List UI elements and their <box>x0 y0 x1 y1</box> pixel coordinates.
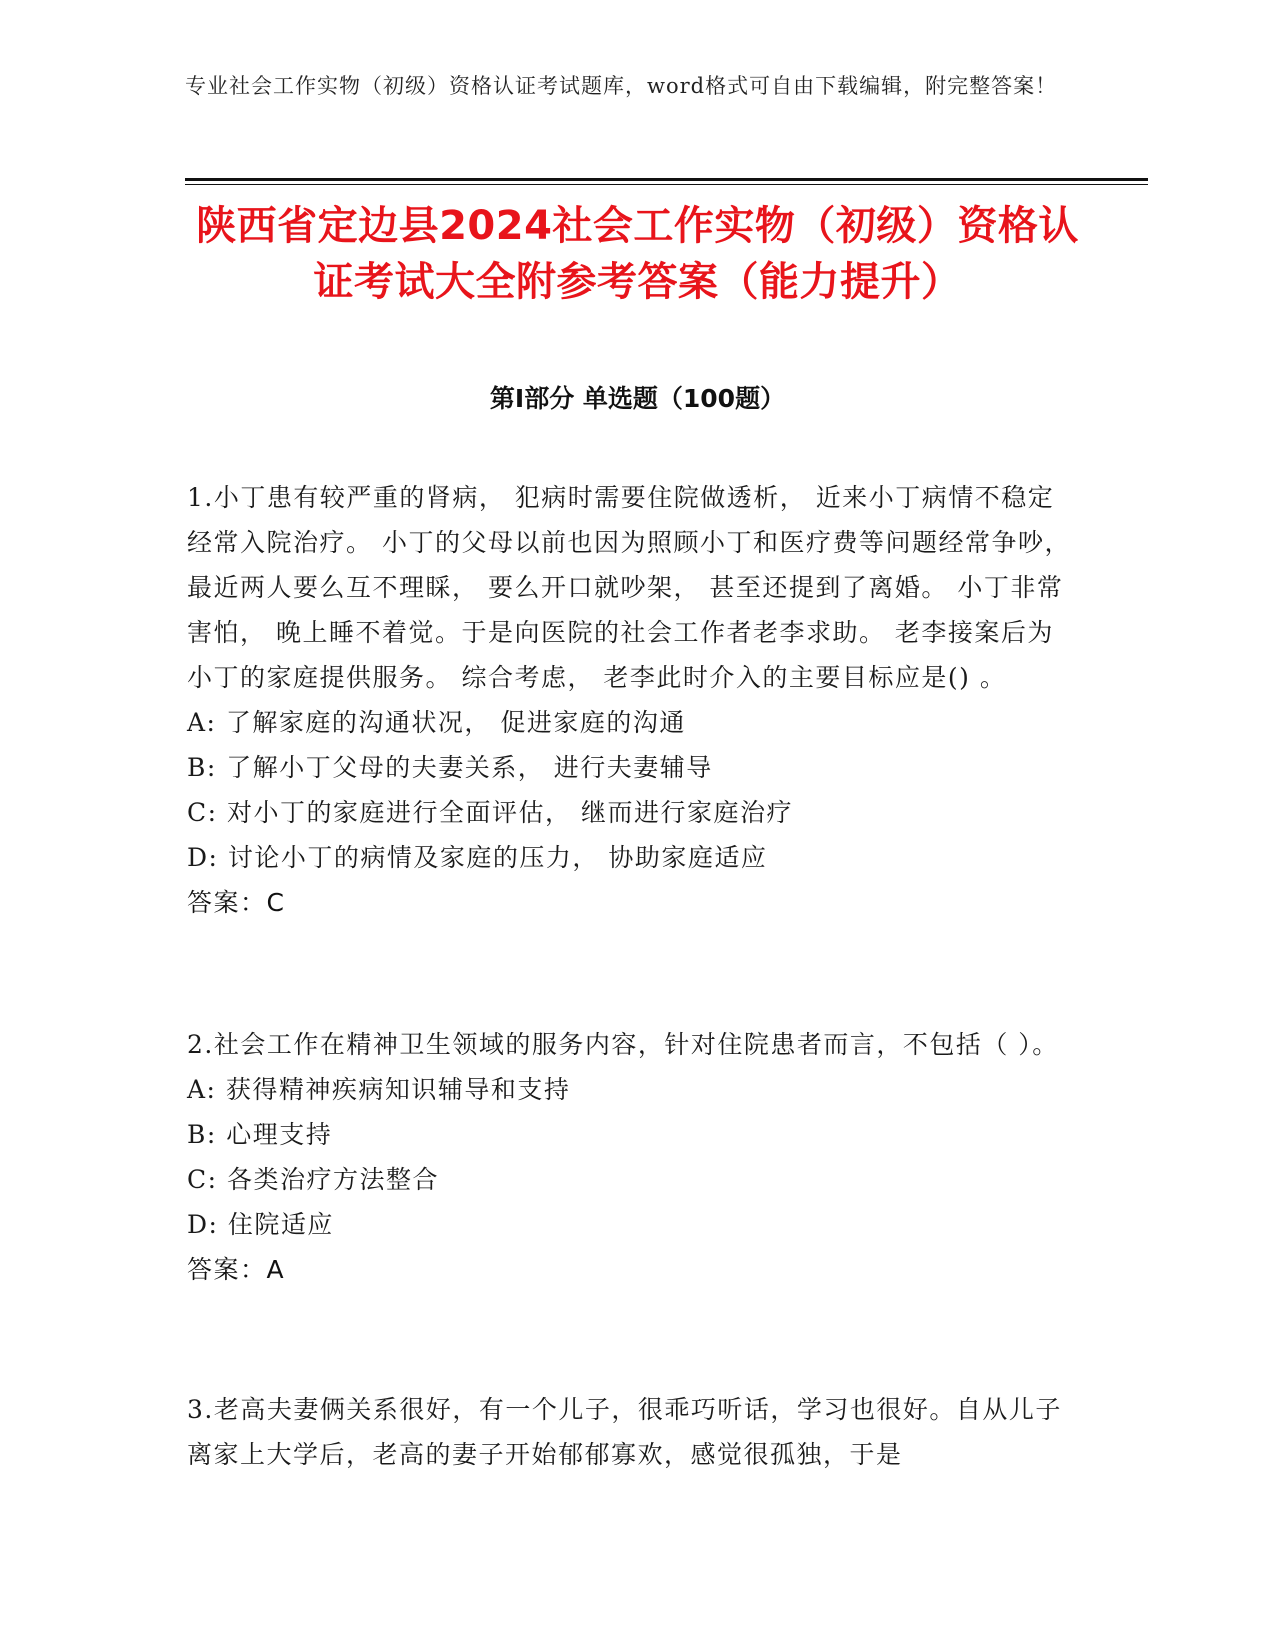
header-note: 专业社会工作实物（初级）资格认证考试题库，word格式可自由下载编辑，附完整答案！ <box>185 74 1058 98</box>
question-stem: 2.社会工作在精神卫生领域的服务内容，针对住院患者而言，不包括（ ）。 <box>187 1030 1059 1059</box>
question-3 <box>187 1387 1072 1477</box>
header-rule-thick <box>185 178 1148 181</box>
answer: 答案：A <box>187 1255 286 1284</box>
option-d: D: 住院适应 <box>187 1210 334 1239</box>
option-c: C: 各类治疗方法整合 <box>187 1165 439 1194</box>
option-c: C: 对小丁的家庭进行全面评估， 继而进行家庭治疗 <box>187 798 793 827</box>
option-a: A: 获得精神疾病知识辅导和支持 <box>187 1075 571 1104</box>
answer: 答案：C <box>187 888 286 917</box>
question-stem: 1.小丁患有较严重的肾病， 犯病时需要住院做透析， 近来小丁病情不稳定经常入院治疗。 小丁的父母以前也因为照顾小丁和医疗费等问题经常争吵， 最近两人要么互不理睬， 要么开口就吵架， 甚至还提到了离婚。 小丁非常害怕， 晚上睡不着觉。于是向医院的社会工作者老李求助。 老李接案后为小丁的家庭提供服务。 综合考虑， 老李此时介入的主要目标应是() 。 <box>187 483 1071 692</box>
section-heading: 第Ⅰ部分 单选题（100题） <box>489 384 786 413</box>
document-title: 陕西省定边县2024社会工作实物（初级）资格认证考试大全附参考答案（能力提升） <box>196 203 1079 305</box>
question-stem: 3.老高夫妻俩关系很好，有一个儿子，很乖巧听话，学习也很好。自从儿子离家上大学后，老高的妻子开始郁郁寡欢，感觉很孤独，于是 <box>187 1395 1062 1469</box>
option-b: B: 心理支持 <box>187 1120 333 1149</box>
option-d: D: 讨论小丁的病情及家庭的压力， 协助家庭适应 <box>187 843 768 872</box>
question-1 <box>187 475 1072 925</box>
header-rule-thin <box>185 184 1148 185</box>
option-b: B: 了解小丁父母的夫妻关系， 进行夫妻辅导 <box>187 753 713 782</box>
option-a: A: 了解家庭的沟通状况， 促进家庭的沟通 <box>187 708 686 737</box>
question-2 <box>187 1022 1072 1292</box>
